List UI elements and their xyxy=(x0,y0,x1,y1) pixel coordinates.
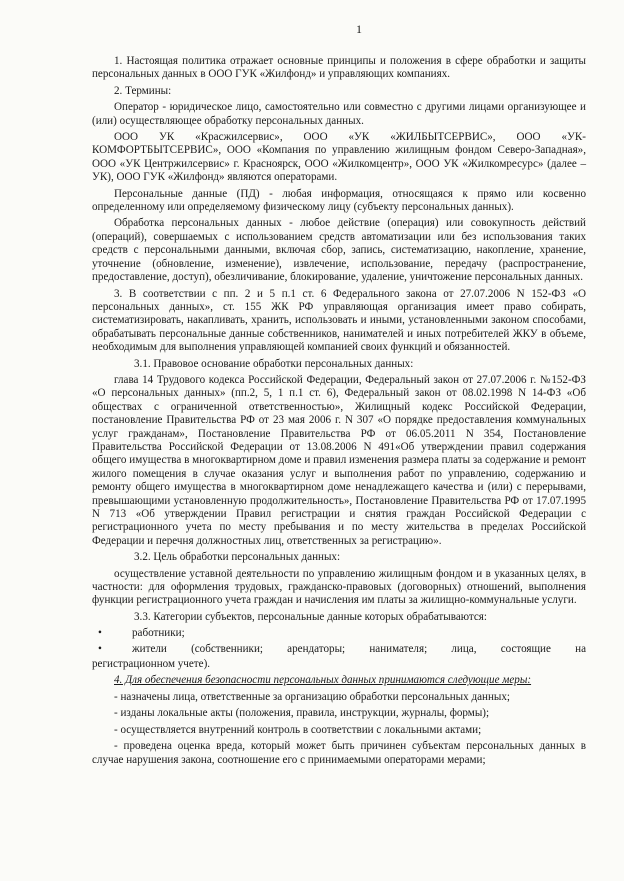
paragraph-section-3-1-heading: 3.1. Правовое основание обработки персональных данных: xyxy=(134,357,414,370)
paragraph-legal-basis: глава 14 Трудового кодекса Российской Федерации, Федеральный закон от 27.07.2006 г. №152-ФЗ «О персональных данных» (пп.2, 5, 1 п.1 ст. 6), Федеральный закон от 08.02.1998 N 14-ФЗ «Об обществах с ограниченной ответственностью», Жилищный кодекс Российской Федерации, постановление Правительства РФ от 23 мая 2006 г. N 307 «О порядке предоставления коммунальных услуг гражданам», Постановление Правительства РФ от 06.05.2011 N 354, Постановление Правительства Российской Федерации от 13.08.2006 N 491«Об утверждении правил содержания общего имущества в многоквартирном доме и правил изменения размера платы за содержание и ремонт жилого помещения в случае оказания услуг и выполнения работ по управлению, содержанию и ремонту общего имущества в многоквартирном доме ненадлежащего качества и (или) с перерывами, превышающими установленную продолжительность», Постановление Правительства РФ от 17.07.1995 N 713 «Об утверждении Правил регистрации и снятия граждан Российской Федерации с регистрационного учета по месту пребывания и по месту жительства в пределах Российской Федерации и перечня должностных лиц, ответственных за регистрацию». xyxy=(92,373,586,547)
list-item-text: работники; xyxy=(132,627,185,640)
list-item-employees xyxy=(92,627,586,640)
paragraph-terms-heading: 2. Термины: xyxy=(114,84,172,97)
list-item-measure: - проведена оценка вреда, который может быть причинен субъектам персональных данных в случае нарушения закона, соотношение его с принимаемыми операторами мерами; xyxy=(92,740,586,766)
paragraph-section-3-2-heading: 3.2. Цель обработки персональных данных: xyxy=(134,551,341,564)
paragraph-section-3-3-heading: 3.3. Категории субъектов, персональные данные которых обрабатываются: xyxy=(134,610,487,623)
page-number: 1 xyxy=(356,22,362,36)
paragraph-personal-data-definition: Персональные данные (ПД) - любая информация, относящаяся к прямо или косвенно определенному или определяемому физическому лицу (субъекту персональных данных). xyxy=(92,187,586,214)
bullet-icon: • xyxy=(98,642,102,655)
list-item-text: жители (собственники; арендаторы; нанимателя; лица, состоящие на xyxy=(132,642,586,655)
paragraph-operators-list: ООО УК «Красжилсервис», ООО «УК «ЖИЛБЫТСЕРВИС», ООО «УК-КОМФОРТБЫТСЕРВИС», ООО «Компания по управлению жилищным фондом Северо-Западная», ООО «УК Центржилсервис» г. Красноярск, ООО «Жилкомцентр», ООО УК «Жилкомресурс» (далее – УК), ООО ГУК «Жилфонд» являются операторами. xyxy=(92,131,586,184)
list-item-measure: - назначены лица, ответственные за организацию обработки персональных данных; xyxy=(114,690,510,703)
paragraph-processing-definition: Обработка персональных данных - любое действие (операция) или совокупность действий (операций), совершаемых с использованием средств автоматизации или без использования таких средств с персональными данными, включая сбор, запись, систематизацию, накопление, хранение, уточнение (обновление, изменение), извлечение, использование, передачу (распространение, предоставление, доступ), обезличивание, блокирование, удаление, уничтожение персональных данных. xyxy=(92,217,586,284)
paragraph-processing-purpose: осуществление уставной деятельности по управлению жилищным фондом и в указанных целях, в частности: для оформления трудовых, гражданско-правовых (договорных) отношений, выполнения функции регистрационного учета граждан и начисления им платы за жилищно-коммунальные услуги. xyxy=(92,567,586,607)
paragraph-policy-intro: 1. Настоящая политика отражает основные принципы и положения в сфере обработки и защиты персональных данных в ООО ГУК «Жилфонд» и управляющих компаниях. xyxy=(92,55,586,81)
list-item-measure: - осуществляется внутренний контроль в соответствии с локальными актами; xyxy=(114,723,482,736)
list-item-continuation: регистрационном учете). xyxy=(92,658,211,671)
list-item-residents xyxy=(92,643,586,656)
paragraph-operator-definition: Оператор - юридическое лицо, самостоятельно или совместно с другими лицами организующее и (или) осуществляющее обработку персональных данных. xyxy=(92,101,586,127)
list-item-measure: - изданы локальные акты (положения, правила, инструкции, журналы, формы); xyxy=(114,707,490,720)
section-4-heading: 4. Для обеспечения безопасности персональных данных принимаются следующие меры: xyxy=(114,674,532,687)
bullet-icon: • xyxy=(98,627,102,640)
paragraph-section-3: 3. В соответствии с пп. 2 и 5 п.1 ст. 6 Федерального закона от 27.07.2006 N 152-ФЗ «О персональных данных», ст. 155 ЖК РФ управляющая организация имеет право собирать, систематизировать, накапливать, хранить, использовать и иными, установленными законом способами, обрабатывать персональные данные собственников, нанимателей и иных потребителей ЖКУ в объеме, необходимым для выполнения управляющей компанией своих функций и обязанностей. xyxy=(92,287,586,354)
